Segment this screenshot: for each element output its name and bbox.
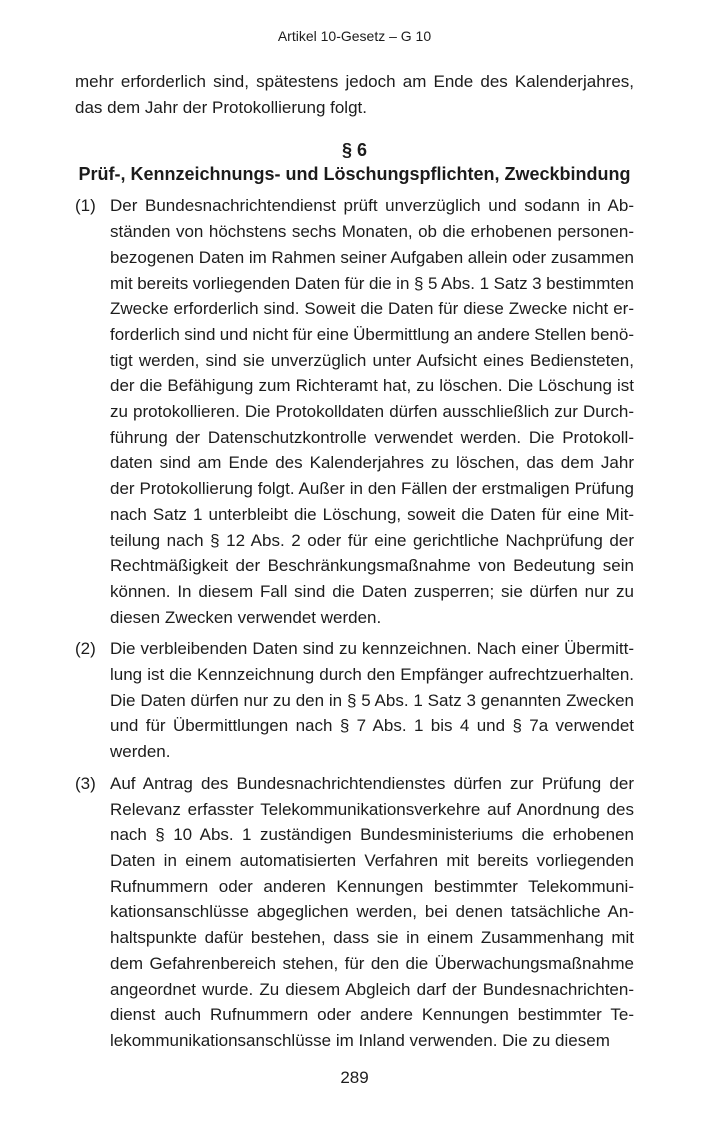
text-line: lung ist die Kennzeichnung durch den Empfänger aufrechtzuerhalten. xyxy=(110,665,634,685)
text-line: nach Satz 1 unterbleibt die Löschung, soweit die Daten für eine Mit- xyxy=(110,504,634,524)
text-line: ständen von höchstens sechs Monaten, ob die erhobenen personen- xyxy=(110,222,634,242)
paragraph-number: (3) xyxy=(75,773,96,793)
section-number: § 6 xyxy=(341,140,368,161)
text-line: Auf Antrag des Bundesnachrichtendienstes dürfen zur Prüfung der xyxy=(110,773,634,793)
text-line: mehr erforderlich sind, spätestens jedoch am Ende des Kalenderjahres, xyxy=(75,72,634,91)
text-line: Der Bundesnachrichtendienst prüft unverzüglich und sodann in Ab- xyxy=(110,196,634,216)
page-content xyxy=(0,69,709,1054)
paragraph-number: (2) xyxy=(75,639,96,659)
text-line: diesen Zwecken verwendet werden. xyxy=(110,607,382,627)
paragraph-text xyxy=(110,193,634,630)
text-line: Die Daten dürfen nur zu den in § 5 Abs. 1 Satz 3 genannten Zwecken xyxy=(110,690,634,710)
text-line: haltspunkte dafür bestehen, dass sie in einem Zusammenhang mit xyxy=(110,928,634,948)
text-line: und für Übermittlungen nach § 7 Abs. 1 bis 4 und § 7a verwendet xyxy=(110,716,634,736)
text-line: Zwecke erforderlich sind. Soweit die Daten für diese Zwecke nicht er- xyxy=(110,299,634,319)
text-line: Relevanz erfasster Telekommunikationsverkehre auf Anordnung des xyxy=(110,799,634,819)
numbered-paragraph xyxy=(75,771,634,1054)
text-line: lekommunikationsanschlüsse im Inland verwenden. Die zu diesem xyxy=(110,1030,610,1050)
numbered-paragraph xyxy=(75,193,634,630)
text-line: Rechtmäßigkeit der Beschränkungsmaßnahme von Bedeutung sein xyxy=(110,556,634,576)
text-line: Die verbleibenden Daten sind zu kennzeichnen. Nach einer Übermitt- xyxy=(110,639,634,659)
text-line: bezogenen Daten im Rahmen seiner Aufgaben allein oder zusammen xyxy=(110,247,634,267)
text-line: angeordnet wurde. Zu diesem Abgleich darf der Bundesnachrichten- xyxy=(110,979,634,999)
text-line: führung der Datenschutzkontrolle verwendet werden. Die Protokoll- xyxy=(110,427,634,447)
running-header: Artikel 10-Gesetz – G 10 xyxy=(277,28,432,44)
text-line: teilung nach § 12 Abs. 2 oder für eine gerichtliche Nachprüfung der xyxy=(110,530,634,550)
section-heading xyxy=(75,138,634,186)
page-number: 289 xyxy=(340,1068,369,1087)
text-line: mit bereits vorliegenden Daten für die in § 5 Abs. 1 Satz 3 bestimmten xyxy=(110,273,634,293)
paragraph-text xyxy=(110,636,634,765)
paragraph-text xyxy=(110,771,634,1054)
numbered-paragraphs xyxy=(75,193,634,1053)
text-line: können. In diesem Fall sind die Daten zusperren; sie dürfen nur zu xyxy=(110,581,634,601)
text-line: tigt werden, sind sie unverzüglich unter Aufsicht eines Bediensteten, xyxy=(110,350,634,370)
text-line: der die Befähigung zum Richteramt hat, zu löschen. Die Löschung ist xyxy=(110,376,634,396)
text-line: nach § 10 Abs. 1 zuständigen Bundesministeriums die erhobenen xyxy=(110,825,634,845)
text-line: das dem Jahr der Protokollierung folgt. xyxy=(75,97,367,117)
text-line: kationsanschlüsse abgeglichen werden, bei denen tatsächliche An- xyxy=(110,902,634,922)
text-line: forderlich sind und nicht für eine Übermittlung an andere Stellen benö- xyxy=(110,324,634,344)
text-line: Daten in einem automatisierten Verfahren mit bereits vorliegenden xyxy=(110,850,634,870)
continuation-paragraph xyxy=(75,69,634,120)
text-line: dem Gefahrenbereich stehen, für den die Überwachungsmaßnahme xyxy=(110,953,634,973)
text-line: dienst auch Rufnummern oder andere Kennungen bestimmter Te- xyxy=(110,1005,634,1025)
numbered-paragraph xyxy=(75,636,634,765)
paragraph-number: (1) xyxy=(75,196,96,216)
text-line: werden. xyxy=(110,742,171,762)
text-line: daten sind am Ende des Kalenderjahres zu löschen, das dem Jahr xyxy=(110,453,634,473)
section-title: Prüf-, Kennzeichnungs- und Löschungspflichten, Zweckbindung xyxy=(78,164,631,185)
text-line: Rufnummern oder anderen Kennungen bestimmter Telekommuni- xyxy=(110,876,634,896)
text-line: zu protokollieren. Die Protokolldaten dürfen ausschließlich zur Durch- xyxy=(110,402,634,422)
text-line: der Protokollierung folgt. Außer in den Fällen der erstmaligen Prüfung xyxy=(110,479,634,499)
